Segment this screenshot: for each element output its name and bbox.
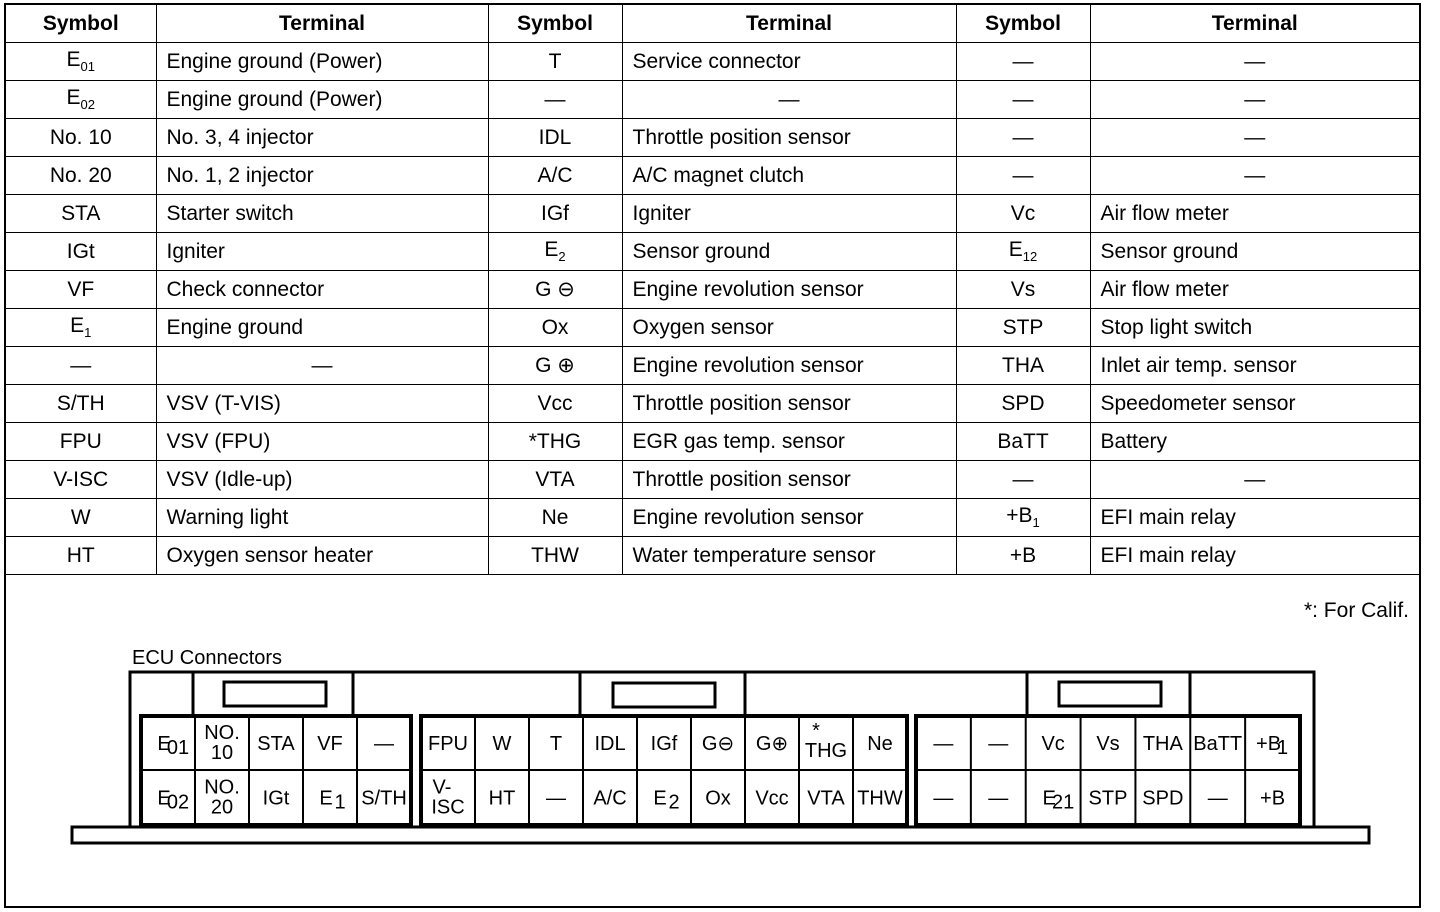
symbol-cell: VF xyxy=(6,271,156,309)
terminal-cell: Oxygen sensor xyxy=(622,309,956,347)
terminal-cell: Throttle position sensor xyxy=(622,385,956,423)
svg-text:E: E xyxy=(653,787,667,810)
pin-label xyxy=(1089,788,1128,810)
svg-text:20: 20 xyxy=(210,796,234,819)
symbol-cell: IGf xyxy=(488,195,622,233)
svg-text:IGt: IGt xyxy=(262,787,290,810)
symbol-cell: G ⊖ xyxy=(488,271,622,309)
symbol-cell: FPU xyxy=(6,423,156,461)
svg-text:BaTT: BaTT xyxy=(1193,733,1243,755)
terminal-cell: EFI main relay xyxy=(1090,537,1419,575)
terminal-cell: No. 1, 2 injector xyxy=(156,157,488,195)
symbol-cell: $E_{02}$ xyxy=(6,81,156,119)
terminal-cell: — xyxy=(156,347,488,385)
pin-label xyxy=(257,733,295,755)
pin-label xyxy=(933,733,953,755)
symbol-cell: VTA xyxy=(488,461,622,499)
svg-text:—: — xyxy=(546,787,566,810)
svg-text:THW: THW xyxy=(857,787,903,810)
svg-text:G⊕: G⊕ xyxy=(755,733,789,755)
svg-text:V-: V- xyxy=(432,776,452,799)
svg-text:Vs: Vs xyxy=(1096,733,1120,755)
connector-latch-slot xyxy=(224,682,326,706)
terminal-cell: A/C magnet clutch xyxy=(622,157,956,195)
terminal-cell: VSV (FPU) xyxy=(156,423,488,461)
terminal-cell: Engine ground (Power) xyxy=(156,81,488,119)
symbol-cell: *THG xyxy=(488,423,622,461)
svg-text:HT: HT xyxy=(488,787,516,810)
symbol-cell: V-ISC xyxy=(6,461,156,499)
svg-text:IGf: IGf xyxy=(650,733,678,755)
pin-label xyxy=(857,788,903,810)
svg-text:G⊖: G⊖ xyxy=(701,733,735,755)
svg-text:—: — xyxy=(988,787,1009,810)
terminal-cell: Oxygen sensor heater xyxy=(156,537,488,575)
symbol-cell: — xyxy=(956,461,1090,499)
symbol-cell: THW xyxy=(488,537,622,575)
svg-text:*: * xyxy=(812,720,820,742)
svg-text:VTA: VTA xyxy=(807,787,845,810)
svg-text:T: T xyxy=(549,733,563,755)
symbol-cell: — xyxy=(956,157,1090,195)
header-terminal-1: Terminal xyxy=(156,5,488,43)
terminal-cell: Engine revolution sensor xyxy=(622,347,956,385)
svg-text:STP: STP xyxy=(1088,787,1128,810)
terminal-cell: Engine revolution sensor xyxy=(622,271,956,309)
connector-latch-slot xyxy=(613,683,715,707)
ecu-connectors-title: ECU Connectors xyxy=(132,647,283,669)
pin-label xyxy=(755,788,788,810)
symbol-cell: Vc xyxy=(956,195,1090,233)
terminal-cell: Check connector xyxy=(156,271,488,309)
terminal-cell: — xyxy=(1090,43,1419,81)
svg-text:STA: STA xyxy=(257,733,295,755)
symbol-cell: SPD xyxy=(956,385,1090,423)
pin-label xyxy=(550,733,562,755)
header-symbol-2: Symbol xyxy=(488,5,622,43)
terminal-cell: Warning light xyxy=(156,499,488,537)
header-symbol-1: Symbol xyxy=(6,5,156,43)
symbol-cell: STA xyxy=(6,195,156,233)
pin-label xyxy=(867,733,893,755)
svg-text:—: — xyxy=(374,733,394,755)
pin-label xyxy=(546,788,566,810)
symbol-cell: Vcc xyxy=(488,385,622,423)
terminal-cell: Starter switch xyxy=(156,195,488,233)
symbol-cell: — xyxy=(956,81,1090,119)
pin-label xyxy=(493,733,512,755)
symbol-cell: T xyxy=(488,43,622,81)
terminal-cell: — xyxy=(1090,157,1419,195)
symbol-cell: $E_1$ xyxy=(6,309,156,347)
symbol-cell: Ox xyxy=(488,309,622,347)
symbol-cell: — xyxy=(956,119,1090,157)
svg-text:A/C: A/C xyxy=(593,787,627,810)
symbol-cell: No. 20 xyxy=(6,157,156,195)
terminal-cell: Engine revolution sensor xyxy=(622,499,956,537)
svg-text:ISC: ISC xyxy=(431,796,465,819)
pin-label xyxy=(489,788,516,810)
terminal-cell: Air flow meter xyxy=(1090,271,1419,309)
connector-latch-slot xyxy=(1059,682,1161,706)
svg-text:2: 2 xyxy=(668,791,680,814)
pin-label xyxy=(705,788,731,810)
terminal-cell: Throttle position sensor xyxy=(622,461,956,499)
terminal-cell: Igniter xyxy=(622,195,956,233)
symbol-cell: — xyxy=(6,347,156,385)
svg-text:THG: THG xyxy=(804,740,848,762)
svg-text:NO.: NO. xyxy=(204,722,240,744)
pin-label xyxy=(1143,733,1184,755)
header-symbol-3: Symbol xyxy=(956,5,1090,43)
pin-label xyxy=(263,788,290,810)
pin-label xyxy=(1142,788,1183,810)
terminal-cell: EFI main relay xyxy=(1090,499,1419,537)
pin-label xyxy=(702,733,734,755)
header-terminal-2: Terminal xyxy=(622,5,956,43)
symbol-cell: IDL xyxy=(488,119,622,157)
terminal-cell: Battery xyxy=(1090,423,1419,461)
terminal-cell: Speedometer sensor xyxy=(1090,385,1419,423)
pin-label xyxy=(428,733,468,755)
symbol-cell: $E_2$ xyxy=(488,233,622,271)
svg-text:—: — xyxy=(933,733,954,755)
symbol-cell: W xyxy=(6,499,156,537)
svg-text:E: E xyxy=(157,733,171,755)
pin-label xyxy=(988,733,1008,755)
terminal-cell: Engine ground xyxy=(156,309,488,347)
svg-text:02: 02 xyxy=(166,791,190,814)
svg-text:10: 10 xyxy=(210,742,234,764)
svg-text:SPD: SPD xyxy=(1142,787,1184,810)
symbol-cell: STP xyxy=(956,309,1090,347)
svg-text:+B: +B xyxy=(1260,787,1286,810)
symbol-cell: G ⊕ xyxy=(488,347,622,385)
terminal-cell: Throttle position sensor xyxy=(622,119,956,157)
svg-text:Vc: Vc xyxy=(1041,733,1065,755)
svg-text:Ox: Ox xyxy=(705,787,731,810)
pin-label xyxy=(593,788,626,810)
svg-text:1: 1 xyxy=(334,791,346,814)
symbol-cell: S/TH xyxy=(6,385,156,423)
pin-label xyxy=(1041,733,1064,755)
svg-text:—: — xyxy=(988,733,1009,755)
svg-text:Ne: Ne xyxy=(867,733,893,755)
terminal-cell: Sensor ground xyxy=(622,233,956,271)
svg-text:+B: +B xyxy=(1256,733,1282,755)
terminal-cell: Stop light switch xyxy=(1090,309,1419,347)
terminal-cell: Igniter xyxy=(156,233,488,271)
pin-label xyxy=(1208,788,1228,810)
svg-text:S/TH: S/TH xyxy=(361,787,407,810)
symbol-cell: Vs xyxy=(956,271,1090,309)
symbol-cell: IGt xyxy=(6,233,156,271)
pin-label xyxy=(988,788,1008,810)
pin-label xyxy=(1193,733,1242,755)
symbol-cell: +B xyxy=(956,537,1090,575)
pin-label xyxy=(807,788,845,810)
pin-label xyxy=(1096,733,1119,755)
terminal-cell: Inlet air temp. sensor xyxy=(1090,347,1419,385)
pin-label xyxy=(756,733,788,755)
symbol-cell: Ne xyxy=(488,499,622,537)
terminal-cell: — xyxy=(622,81,956,119)
svg-text:Vcc: Vcc xyxy=(755,787,789,810)
pin-label xyxy=(594,733,625,755)
svg-text:—: — xyxy=(933,787,954,810)
svg-text:21: 21 xyxy=(1052,791,1075,814)
symbol-cell: $E_{01}$ xyxy=(6,43,156,81)
svg-text:VF: VF xyxy=(317,733,343,755)
symbol-cell: HT xyxy=(6,537,156,575)
terminal-cell: Water temperature sensor xyxy=(622,537,956,575)
symbol-cell: $+B_1$ xyxy=(956,499,1090,537)
terminal-cell: VSV (Idle-up) xyxy=(156,461,488,499)
svg-text:E: E xyxy=(157,787,171,810)
pin-label xyxy=(933,788,953,810)
terminal-cell: No. 3, 4 injector xyxy=(156,119,488,157)
svg-text:W: W xyxy=(492,733,512,755)
terminal-cell: Air flow meter xyxy=(1090,195,1419,233)
terminal-cell: — xyxy=(1090,461,1419,499)
pin-label xyxy=(361,788,407,810)
footnote: *: For Calif. xyxy=(1303,599,1409,622)
svg-text:IDL: IDL xyxy=(594,733,626,755)
symbol-cell: BaTT xyxy=(956,423,1090,461)
terminal-cell: EGR gas temp. sensor xyxy=(622,423,956,461)
symbol-cell: $E_{12}$ xyxy=(956,233,1090,271)
symbol-cell: A/C xyxy=(488,157,622,195)
terminal-cell: VSV (T-VIS) xyxy=(156,385,488,423)
terminal-cell: Sensor ground xyxy=(1090,233,1419,271)
svg-text:E: E xyxy=(1042,787,1056,810)
symbol-cell: No. 10 xyxy=(6,119,156,157)
pin-label xyxy=(317,733,343,755)
svg-text:—: — xyxy=(1207,787,1228,810)
terminal-cell: Service connector xyxy=(622,43,956,81)
pin-label xyxy=(651,733,678,755)
svg-text:01: 01 xyxy=(166,737,190,759)
symbol-cell: THA xyxy=(956,347,1090,385)
connector-base-plate xyxy=(72,827,1369,843)
terminal-cell: — xyxy=(1090,119,1419,157)
svg-text:FPU: FPU xyxy=(428,733,468,755)
pin-label xyxy=(374,733,394,755)
symbol-cell: — xyxy=(488,81,622,119)
symbol-cell: — xyxy=(956,43,1090,81)
pin-label xyxy=(1260,788,1285,810)
terminal-cell: — xyxy=(1090,81,1419,119)
svg-text:E: E xyxy=(319,787,333,810)
svg-text:THA: THA xyxy=(1142,733,1183,755)
svg-text:1: 1 xyxy=(1277,737,1289,759)
header-terminal-3: Terminal xyxy=(1090,5,1419,43)
svg-text:NO.: NO. xyxy=(204,776,240,799)
terminal-cell: Engine ground (Power) xyxy=(156,43,488,81)
